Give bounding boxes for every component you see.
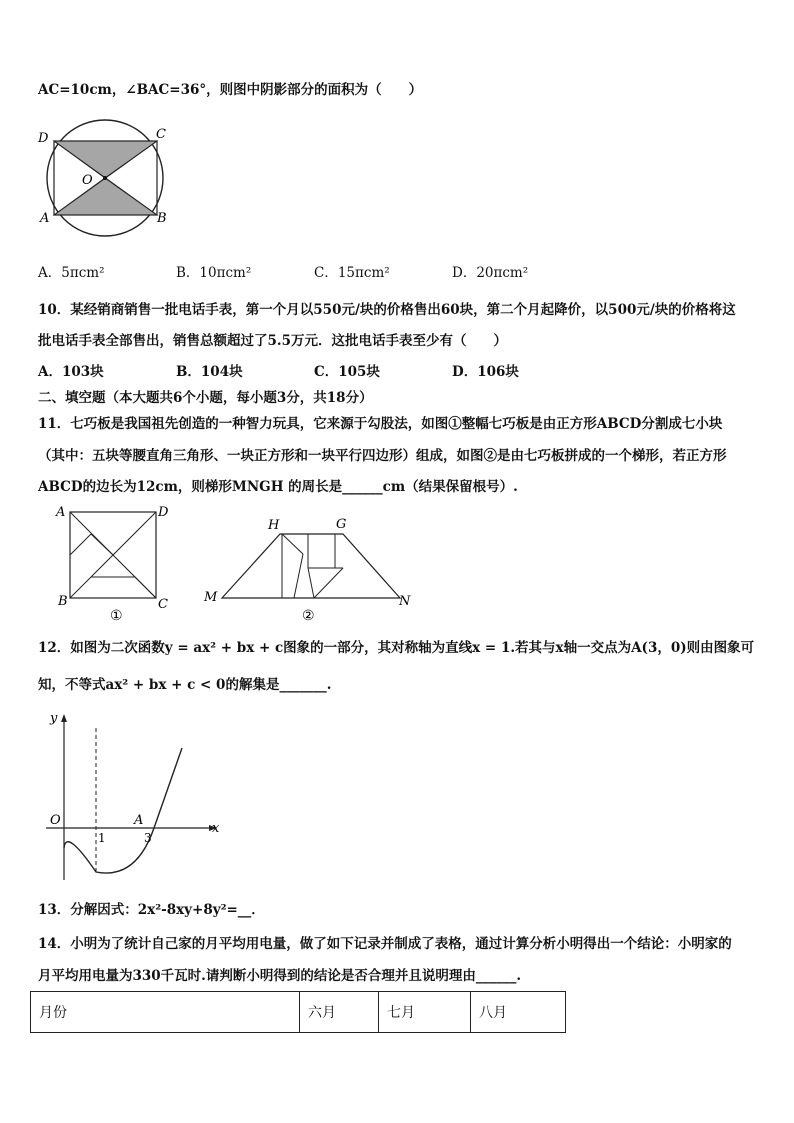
q10-option-b: B．104块 — [176, 364, 243, 380]
q10-option-d: D．106块 — [452, 364, 519, 380]
q10-line1: 10．某经销商销售一批电话手表，第一个月以550元/块的价格售出60块，第二个月起降价，以500元/块的价格将这 — [38, 302, 736, 318]
label-B: B — [157, 211, 167, 226]
table-cell: 六月 — [300, 992, 379, 1033]
label-C: C — [156, 127, 166, 142]
q9-figure — [30, 118, 180, 258]
section-title: 二、填空题（本大题共6个小题，每小题3分，共18分） — [38, 390, 373, 406]
q10-option-a: A．103块 — [38, 364, 104, 380]
shaded-bottom — [54, 178, 157, 215]
label-M: M — [204, 590, 218, 605]
q10-line2: 批电话手表全部售出，销售总额超过了5.5万元．这批电话手表至少有（ ） — [38, 333, 507, 349]
label-D: D — [158, 505, 169, 520]
q11-line1: 11．七巧板是我国祖先创造的一种智力玩具，它来源于勾股法，如图①整幅七巧板是由正方形ABCD分割成七小块 — [38, 416, 723, 432]
label-D: D — [38, 131, 49, 146]
table-row — [31, 992, 566, 1033]
label-A: A — [40, 211, 50, 226]
tick-label-1: 1 — [98, 831, 106, 845]
axis-label-x: x — [212, 821, 220, 836]
parabola-graph — [36, 708, 232, 888]
origin-label: O — [50, 813, 61, 828]
label-C: C — [158, 597, 168, 612]
label-N: N — [399, 594, 411, 609]
q10-option-c: C．105块 — [314, 364, 380, 380]
table-cell: 八月 — [471, 992, 566, 1033]
table-cell: 月份 — [31, 992, 300, 1033]
q9-option-b: B．10πcm² — [176, 265, 252, 281]
table-cell: 七月 — [379, 992, 471, 1033]
tick-label-3: 3 — [144, 831, 152, 845]
q11-line2: （其中：五块等腰直角三角形、一块正方形和一块平行四边形）组成，如图②是由七巧板拼成的一个梯形，若正方形 — [38, 448, 727, 464]
q11-line3: ABCD的边长为12cm，则梯形MNGH 的周长是______cm（结果保留根号）. — [38, 479, 518, 495]
axis-label-y: y — [50, 711, 58, 726]
label-B: B — [58, 594, 68, 609]
tangram-trapezoid-figure — [200, 512, 420, 622]
figure-caption-2: ② — [302, 608, 315, 622]
electricity-table — [30, 991, 566, 1033]
figure-caption-1: ① — [110, 608, 123, 622]
q13-text: 13．分解因式：2x²-8xy+8y²=__． — [38, 902, 265, 918]
parabola-curve — [64, 748, 182, 873]
label-O: O — [82, 173, 93, 188]
center-point — [103, 176, 107, 180]
q12-line1: 12．如图为二次函数y = ax² + bx + c图象的一部分，其对称轴为直线x = 1.若其与x轴一交点为A(3，0)则由图象可 — [38, 640, 755, 656]
label-G: G — [336, 517, 347, 532]
label-A: A — [56, 505, 66, 520]
q14-line1: 14．小明为了统计自己家的月平均用电量，做了如下记录并制成了表格，通过计算分析小明得出一个结论：小明家的 — [38, 936, 732, 952]
q9-option-c: C．15πcm² — [314, 265, 390, 281]
shaded-top — [54, 141, 157, 178]
q9-option-a: A．5πcm² — [38, 265, 105, 281]
q12-line2: 知，不等式ax² + bx + c < 0的解集是_______. — [38, 677, 332, 693]
point-A-label: A — [134, 813, 144, 828]
tangram-square-figure — [50, 502, 180, 622]
q9-stem: AC=10cm，∠BAC=36°，则图中阴影部分的面积为（ ） — [38, 82, 423, 98]
q14-line2: 月平均用电量为330千瓦时.请判断小明得到的结论是否合理并且说明理由______. — [38, 968, 522, 984]
q9-option-d: D．20πcm² — [452, 265, 529, 281]
label-H: H — [268, 518, 280, 533]
